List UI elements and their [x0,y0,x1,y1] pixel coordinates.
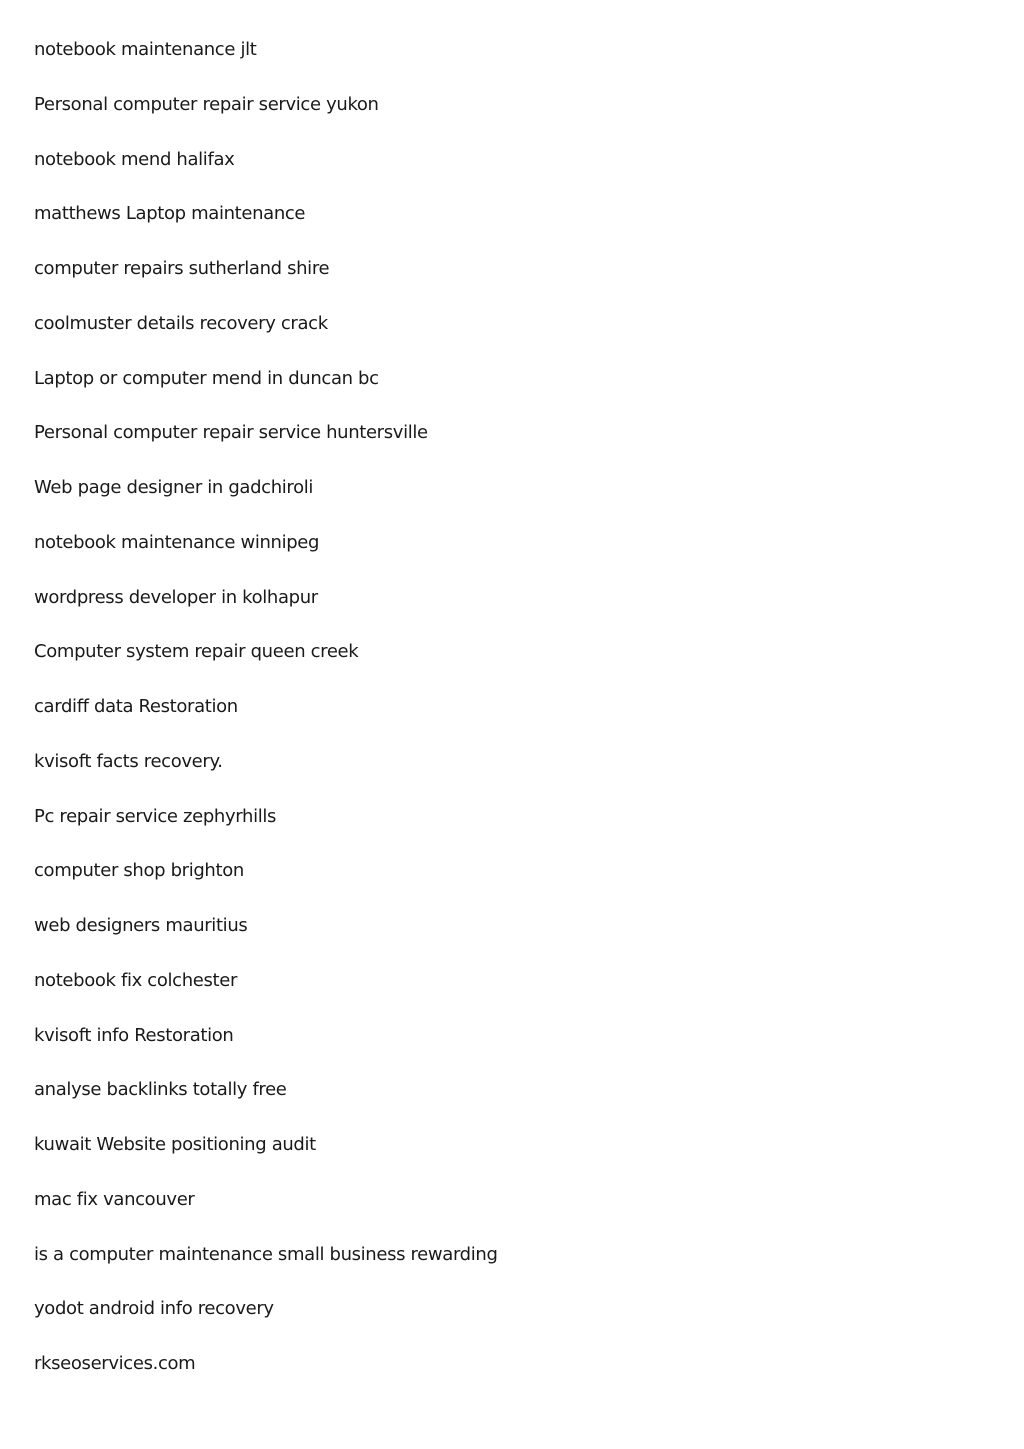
list-link[interactable]: kvisoft facts recovery. [34,750,223,772]
list-item [34,201,498,256]
link-list [34,37,498,1406]
list-link[interactable]: web designers mauritius [34,915,248,936]
list-link[interactable]: notebook mend halifax [34,148,235,170]
list-item [34,585,498,640]
list-link[interactable]: Personal computer repair service huntersville [34,422,428,444]
list-link[interactable]: wordpress developer in kolhapur [34,586,318,608]
list-item [34,475,498,530]
list-link[interactable]: matthews Laptop maintenance [34,203,306,225]
list-link[interactable]: notebook fix colchester [34,969,238,991]
list-link[interactable]: coolmuster details recovery crack [34,312,328,334]
list-link[interactable]: Personal computer repair service yukon [34,93,379,115]
list-item [34,1296,498,1351]
list-item [34,92,498,147]
list-link[interactable]: kvisoft info Restoration [34,1024,234,1046]
list-link[interactable]: Web page designer in gadchiroli [34,477,314,498]
list-item [34,749,498,804]
list-item [34,1023,498,1078]
list-item [34,858,498,913]
list-item [34,420,498,475]
list-link[interactable]: Pc repair service zephyrhills [34,805,277,827]
list-item [34,639,498,694]
list-link[interactable]: notebook maintenance winnipeg [34,531,320,553]
list-item [34,311,498,366]
list-link[interactable]: Computer system repair queen creek [34,641,359,663]
list-link[interactable]: computer repairs sutherland shire [34,258,330,279]
list-link[interactable]: rkseoservices.com [34,1353,196,1374]
list-item [34,804,498,859]
list-item [34,1077,498,1132]
list-item [34,968,498,1023]
list-item [34,1242,498,1297]
list-link[interactable]: kuwait Website positioning audit [34,1134,316,1155]
list-link[interactable]: mac fix vancouver [34,1188,195,1210]
list-item [34,1351,498,1406]
list-link[interactable]: yodot android info recovery [34,1298,274,1320]
list-link[interactable]: notebook maintenance jlt [34,39,257,60]
list-item [34,256,498,311]
list-item [34,913,498,968]
list-item [34,694,498,749]
list-link[interactable]: cardiff data Restoration [34,696,238,717]
list-link[interactable]: is a computer maintenance small business rewarding [34,1243,498,1265]
list-item [34,530,498,585]
list-link[interactable]: analyse backlinks totally free [34,1079,287,1101]
list-item [34,1132,498,1187]
list-item [34,147,498,202]
list-link[interactable]: Laptop or computer mend in duncan bc [34,367,379,389]
list-item [34,366,498,421]
list-item [34,1187,498,1242]
list-item [34,37,498,92]
list-link[interactable]: computer shop brighton [34,860,244,882]
